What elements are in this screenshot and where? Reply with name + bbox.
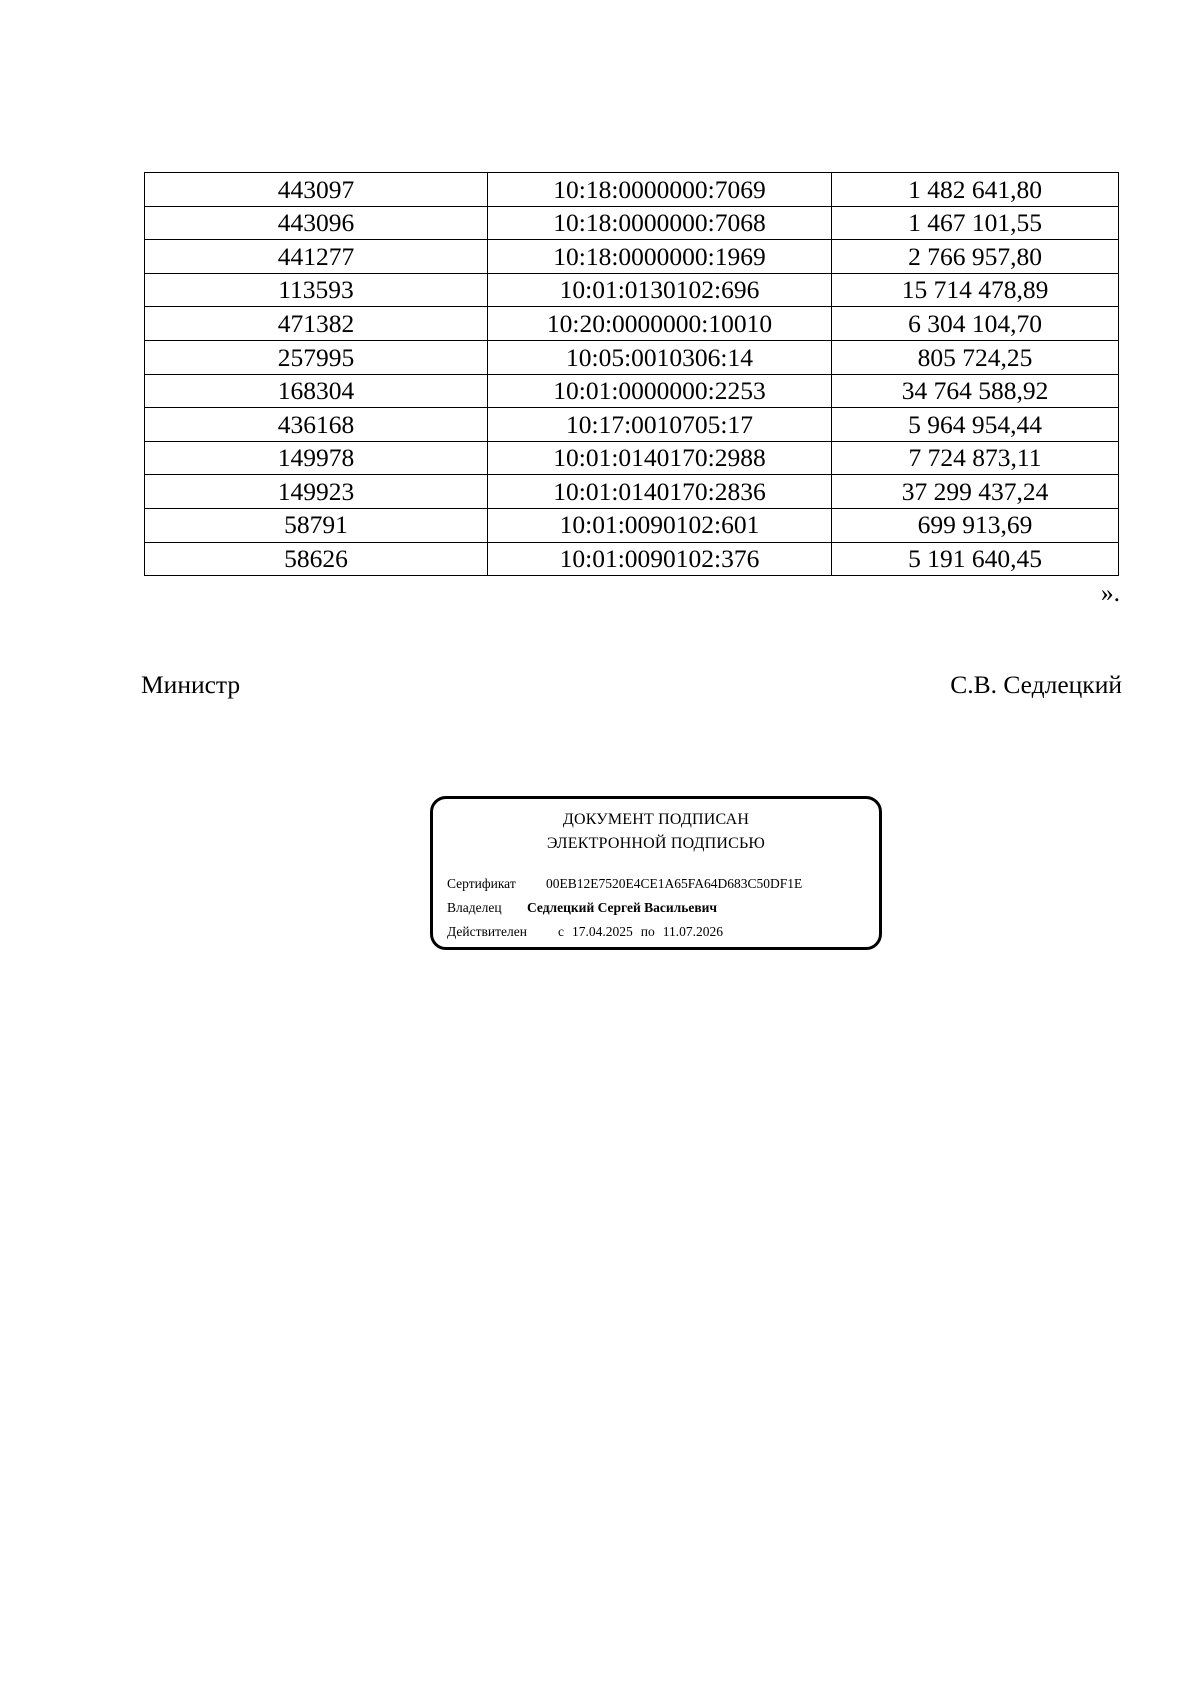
cadastral-value-cell: 37 299 437,24 [832, 475, 1119, 509]
table-row [145, 441, 1119, 475]
object-id-cell: 149923 [145, 475, 488, 509]
stamp-owner-row [447, 900, 717, 916]
table-body [145, 173, 1119, 576]
valid-to-prefix: по [640, 924, 655, 939]
cadastral-value-cell: 7 724 873,11 [832, 441, 1119, 475]
closing-quote: ». [1100, 578, 1120, 607]
table-row [145, 475, 1119, 509]
object-id-cell: 471382 [145, 307, 488, 341]
cadastral-number-cell: 10:20:0000000:10010 [488, 307, 832, 341]
cadastral-value-cell: 15 714 478,89 [832, 273, 1119, 307]
table-row [145, 340, 1119, 374]
object-id-cell: 257995 [145, 340, 488, 374]
stamp-certificate-row [447, 876, 802, 892]
valid-to-date: 11.07.2026 [662, 924, 723, 939]
electronic-signature-stamp [430, 796, 882, 950]
object-id-cell: 443096 [145, 206, 488, 240]
object-id-cell: 58791 [145, 508, 488, 542]
cadastral-value-cell: 2 766 957,80 [832, 240, 1119, 274]
certificate-label: Сертификат [447, 876, 516, 891]
table-row [145, 508, 1119, 542]
object-id-cell: 113593 [145, 273, 488, 307]
cadastral-value-table [144, 172, 1119, 576]
cadastral-number-cell: 10:18:0000000:7069 [488, 173, 832, 207]
valid-from-prefix: с [558, 924, 564, 939]
cadastral-number-cell: 10:18:0000000:1969 [488, 240, 832, 274]
signatory-title: Министр [141, 670, 241, 699]
object-id-cell: 436168 [145, 408, 488, 442]
cadastral-number-cell: 10:01:0090102:376 [488, 542, 832, 576]
stamp-validity-row [447, 924, 723, 940]
cadastral-number-cell: 10:17:0010705:17 [488, 408, 832, 442]
certificate-value: 00EB12E7520E4CE1A65FA64D683C50DF1E [546, 876, 803, 891]
table-row [145, 542, 1119, 576]
cadastral-number-cell: 10:01:0130102:696 [488, 273, 832, 307]
object-id-cell: 441277 [145, 240, 488, 274]
table-row [145, 307, 1119, 341]
cadastral-value-cell: 699 913,69 [832, 508, 1119, 542]
table-row [145, 408, 1119, 442]
valid-label: Действителен [447, 924, 527, 939]
table-row [145, 173, 1119, 207]
valid-from-date: 17.04.2025 [572, 924, 633, 939]
cadastral-number-cell: 10:01:0000000:2253 [488, 374, 832, 408]
object-id-cell: 443097 [145, 173, 488, 207]
cadastral-value-cell: 5 191 640,45 [832, 542, 1119, 576]
cadastral-number-cell: 10:18:0000000:7068 [488, 206, 832, 240]
table-row [145, 240, 1119, 274]
cadastral-number-cell: 10:01:0140170:2836 [488, 475, 832, 509]
owner-value: Седлецкий Сергей Васильевич [527, 900, 718, 915]
stamp-header-line2: ЭЛЕКТРОННОЙ ПОДПИСЬЮ [546, 835, 766, 852]
cadastral-number-cell: 10:01:0140170:2988 [488, 441, 832, 475]
cadastral-value-cell: 5 964 954,44 [832, 408, 1119, 442]
cadastral-value-cell: 6 304 104,70 [832, 307, 1119, 341]
cadastral-value-cell: 1 482 641,80 [832, 173, 1119, 207]
cadastral-value-cell: 1 467 101,55 [832, 206, 1119, 240]
table-row [145, 206, 1119, 240]
owner-label: Владелец [447, 900, 502, 915]
signatory-name: С.В. Седлецкий [950, 670, 1122, 699]
table-row [145, 374, 1119, 408]
stamp-header-line1: ДОКУМЕНТ ПОДПИСАН [562, 811, 750, 828]
cadastral-value-cell: 34 764 588,92 [832, 374, 1119, 408]
cadastral-number-cell: 10:01:0090102:601 [488, 508, 832, 542]
table-row [145, 273, 1119, 307]
object-id-cell: 168304 [145, 374, 488, 408]
object-id-cell: 149978 [145, 441, 488, 475]
cadastral-number-cell: 10:05:0010306:14 [488, 340, 832, 374]
cadastral-value-cell: 805 724,25 [832, 340, 1119, 374]
object-id-cell: 58626 [145, 542, 488, 576]
